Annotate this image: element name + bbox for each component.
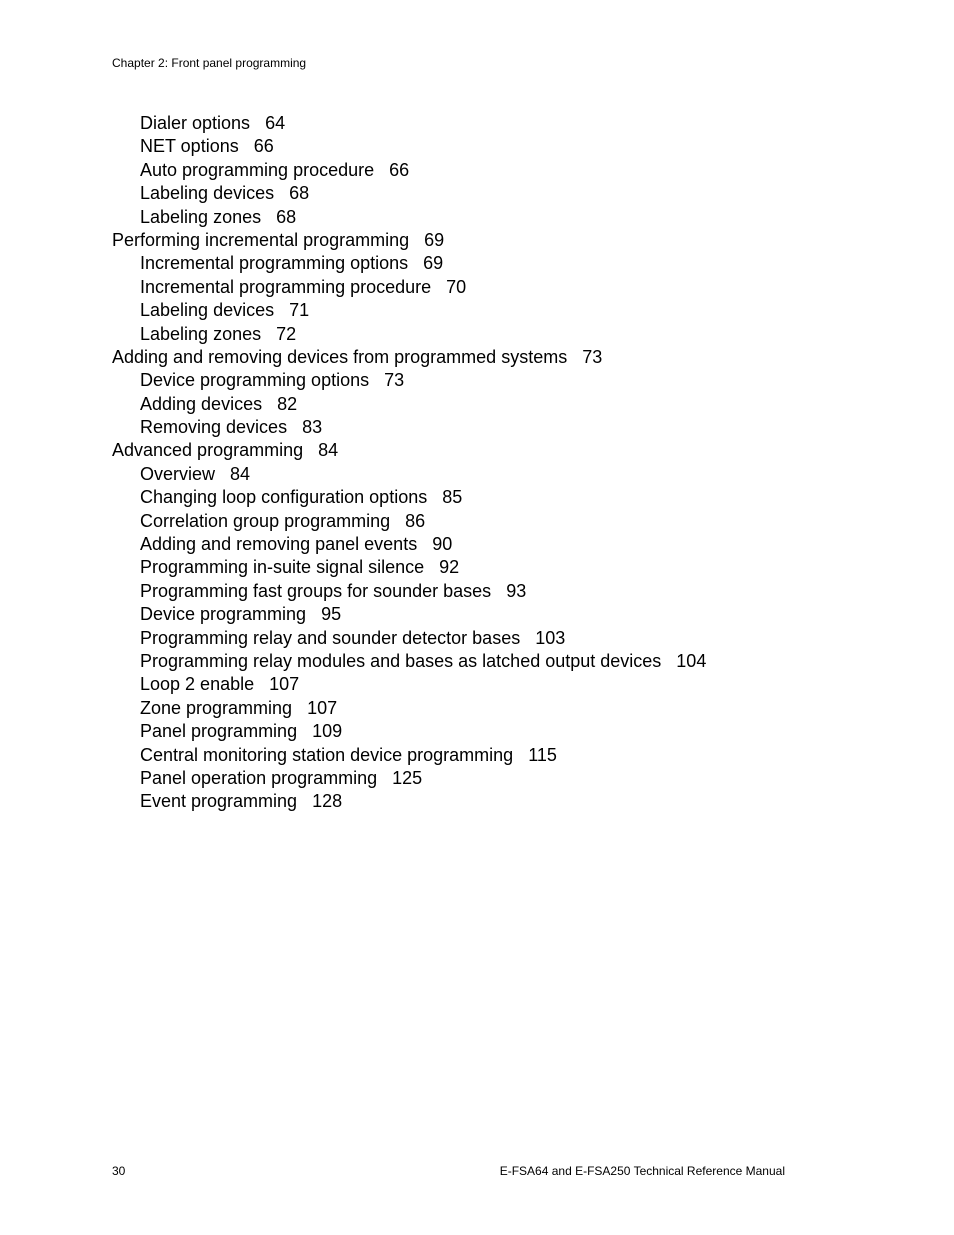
toc-entry-title: Performing incremental programming [112, 229, 410, 250]
toc-entry-page: 69 [423, 253, 444, 274]
toc-entry-page: 128 [312, 791, 343, 812]
toc-entry-page: 90 [432, 534, 453, 555]
toc-entry[interactable] [112, 323, 706, 346]
toc-entry[interactable] [112, 650, 706, 673]
toc-entry[interactable] [112, 229, 706, 252]
toc-entry-title: Programming fast groups for sounder bases [140, 580, 492, 601]
toc-entry-page: 68 [289, 183, 310, 204]
toc-entry-title: Central monitoring station device programming [140, 744, 514, 765]
toc-entry-title: NET options [140, 136, 239, 157]
toc-entry-title: Programming relay and sounder detector bases [140, 627, 521, 648]
toc-entry-title: Removing devices [140, 417, 288, 438]
toc-entry-title: Panel programming [140, 721, 298, 742]
toc-entry[interactable] [112, 346, 706, 369]
toc-entry[interactable] [112, 720, 706, 743]
toc-entry[interactable] [112, 276, 706, 299]
toc-entry[interactable] [112, 603, 706, 626]
toc-entry-page: 73 [582, 346, 603, 367]
toc-entry-title: Overview [140, 463, 216, 484]
toc-entry[interactable] [112, 627, 706, 650]
toc-entry-title: Changing loop configuration options [140, 487, 428, 508]
toc-entry-page: 83 [302, 417, 323, 438]
toc-entry-page: 70 [446, 276, 467, 297]
toc-entry[interactable] [112, 206, 706, 229]
toc-entry-title: Labeling devices [140, 300, 275, 321]
toc-entry-page: 107 [269, 674, 300, 695]
manual-title: E-FSA64 and E-FSA250 Technical Reference Manual [499, 1164, 785, 1178]
toc-entry-title: Adding and removing devices from programmed systems [112, 346, 568, 367]
toc-entry-page: 95 [321, 604, 342, 625]
toc-entry[interactable] [112, 510, 706, 533]
toc-entry-title: Panel operation programming [140, 767, 378, 788]
toc-entry[interactable] [112, 416, 706, 439]
toc-entry[interactable] [112, 369, 706, 392]
toc-entry-page: 85 [442, 487, 463, 508]
toc-entry-title: Correlation group programming [140, 510, 391, 531]
toc-entry[interactable] [112, 673, 706, 696]
page-number: 30 [112, 1164, 126, 1178]
toc-entry[interactable] [112, 463, 706, 486]
toc-entry[interactable] [112, 299, 706, 322]
toc-entry-title: Labeling zones [140, 323, 262, 344]
toc-entry-page: 86 [405, 510, 426, 531]
toc-entry-title: Device programming [140, 604, 307, 625]
toc-entry-page: 84 [230, 463, 251, 484]
toc-entry-page: 125 [392, 767, 423, 788]
toc-entry[interactable] [112, 393, 706, 416]
toc-entry[interactable] [112, 439, 706, 462]
toc-entry-title: Labeling devices [140, 183, 275, 204]
toc-entry-title: Incremental programming procedure [140, 276, 432, 297]
toc-entry-title: Advanced programming [112, 440, 304, 461]
toc-entry-page: 115 [528, 744, 557, 765]
toc-entry-page: 71 [289, 300, 310, 321]
toc-entry-page: 84 [318, 440, 339, 461]
toc-entry-page: 93 [506, 580, 527, 601]
toc-entry-title: Loop 2 enable [140, 674, 255, 695]
toc-entry-title: Programming in-suite signal silence [140, 557, 425, 578]
toc-entry[interactable] [112, 182, 706, 205]
toc-entry-page: 103 [535, 627, 566, 648]
toc-entry[interactable] [112, 744, 706, 767]
toc-entry[interactable] [112, 580, 706, 603]
toc-entry-title: Zone programming [140, 697, 293, 718]
toc-entry[interactable] [112, 556, 706, 579]
toc-entry-page: 66 [253, 136, 274, 157]
toc-entry[interactable] [112, 697, 706, 720]
toc-entry-page: 66 [389, 159, 410, 180]
toc-entry-page: 64 [265, 113, 286, 133]
toc-entry[interactable] [112, 767, 706, 790]
toc-entry[interactable] [112, 112, 706, 135]
toc-entry[interactable] [112, 486, 706, 509]
toc-entry-page: 104 [676, 650, 707, 671]
toc-entry-title: Dialer options [140, 113, 251, 133]
table-of-contents [112, 112, 706, 814]
toc-entry-page: 72 [276, 323, 297, 344]
toc-entry-title: Programming relay modules and bases as latched output devices [140, 650, 662, 671]
toc-entry-title: Labeling zones [140, 206, 262, 227]
toc-entry-title: Adding devices [140, 393, 263, 414]
toc-entry-page: 69 [424, 229, 445, 250]
toc-entry-title: Adding and removing panel events [140, 534, 418, 555]
toc-entry-title: Auto programming procedure [140, 159, 375, 180]
toc-entry-title: Incremental programming options [140, 253, 409, 274]
toc-entry-page: 68 [276, 206, 297, 227]
toc-entry-title: Device programming options [140, 370, 370, 391]
toc-entry[interactable] [112, 533, 706, 556]
toc-entry[interactable] [112, 790, 706, 813]
toc-entry[interactable] [112, 252, 706, 275]
toc-entry[interactable] [112, 135, 706, 158]
toc-entry[interactable] [112, 159, 706, 182]
toc-entry-page: 92 [439, 557, 460, 578]
toc-entry-page: 82 [277, 393, 298, 414]
toc-entry-page: 107 [307, 697, 338, 718]
toc-entry-page: 109 [312, 721, 343, 742]
toc-entry-title: Event programming [140, 791, 298, 812]
running-header: Chapter 2: Front panel programming [112, 56, 307, 70]
toc-entry-page: 73 [384, 370, 405, 391]
